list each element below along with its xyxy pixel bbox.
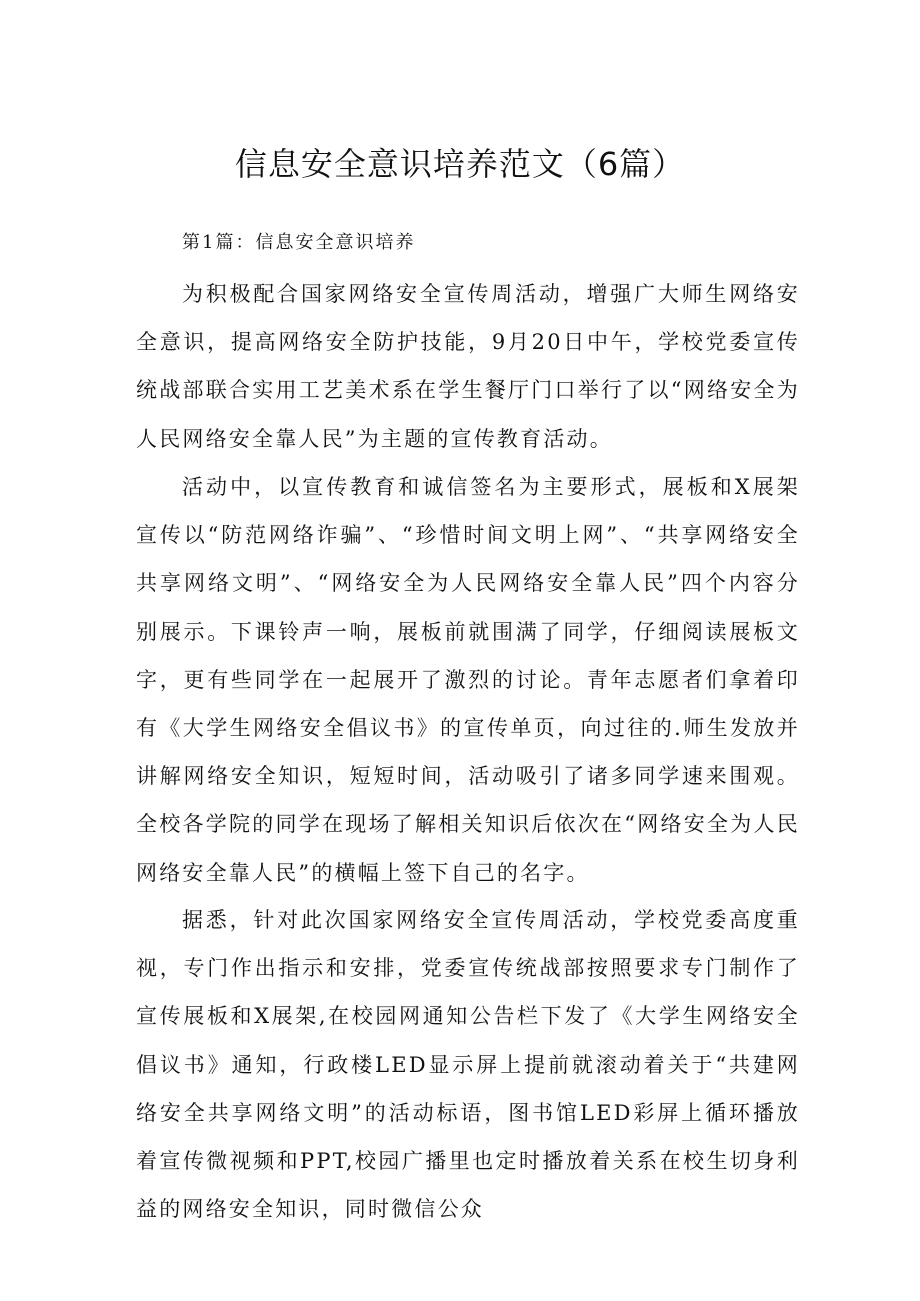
document-title: 信息安全意识培养范文（6篇） (234, 145, 686, 183)
section-heading: 第1篇：信息安全意识培养 (182, 232, 416, 253)
paragraph-1: 为积极配合国家网络安全宣传周活动，增强广大师生网络安全意识，提高网络安全防护技能，9月20日中午，学校党委宣传统战部联合实用工艺美术系在学生餐厅门口举行了以“网络安全为人民网络安全靠人民”为主题的宣传教育活动。 (136, 282, 800, 451)
paragraph-2: 活动中，以宣传教育和诚信签名为主要形式，展板和X展架宣传以“防范网络诈骗”、“珍惜时间文明上网”、“共享网络安全共享网络文明”、“网络安全为人民网络安全靠人民”四个内容分别展示。下课铃声一响，展板前就围满了同学，仔细阅读展板文字，更有些同学在一起展开了激烈的讨论。青年志愿者们拿着印有《大学生网络安全倡议书》的宣传单页，向过往的.师生发放并讲解网络安全知识，短短时间，活动吸引了诸多同学速来围观。全校各学院的同学在现场了解相关知识后依次在“网络安全为人民网络安全靠人民”的横幅上签下自己的名字。 (136, 475, 800, 885)
paragraph-3: 据悉，针对此次国家网络安全宣传周活动，学校党委高度重视，专门作出指示和安排，党委宣传统战部按照要求专门制作了宣传展板和X展架,在校园网通知公告栏下发了《大学生网络安全倡议书》通知，行政楼LED显示屏上提前就滚动着关于“共建网络安全共享网络文明”的活动标语，图书馆LED彩屏上循环播放着宣传微视频和PPT,校园广播里也定时播放着关系在校生切身利益的网络安全知识，同时微信公众 (136, 908, 800, 1222)
